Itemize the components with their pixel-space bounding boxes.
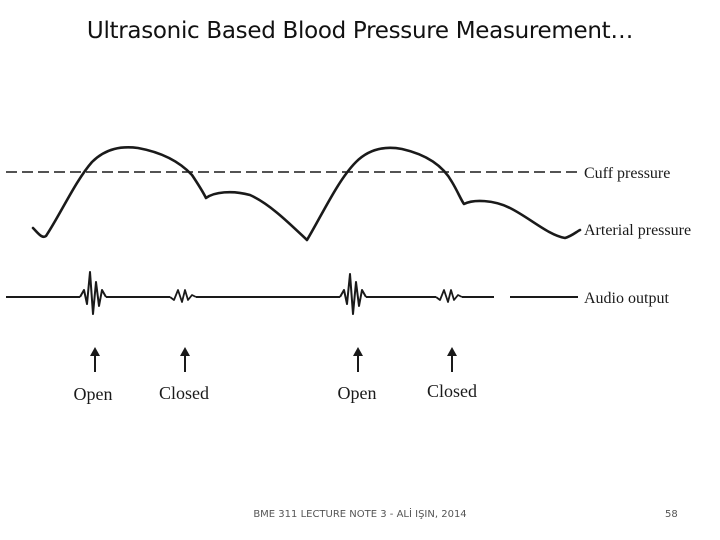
arrow-closed-2 xyxy=(447,347,457,372)
marker-label-closed-1: Closed xyxy=(158,383,210,403)
marker-label-closed-2: Closed xyxy=(426,381,478,401)
audio-burst-open-1 xyxy=(80,272,106,314)
cuff-pressure-label: Cuff pressure xyxy=(584,165,671,182)
blood-pressure-diagram xyxy=(0,100,720,440)
audio-output-label: Audio output xyxy=(584,290,669,307)
marker-label-open-1: Open xyxy=(73,384,113,404)
marker-label-open-2: Open xyxy=(337,383,377,403)
arrow-open-2 xyxy=(353,347,363,372)
arrow-open-1 xyxy=(90,347,100,372)
page-number: 58 xyxy=(665,509,678,520)
audio-burst-closed-2 xyxy=(436,290,462,302)
arrow-closed-1 xyxy=(180,347,190,372)
arterial-pressure-waveform xyxy=(33,147,580,240)
footer-text: BME 311 LECTURE NOTE 3 - ALİ IŞIN, 2014 xyxy=(253,509,467,520)
audio-burst-open-2 xyxy=(340,274,366,314)
slide-title: Ultrasonic Based Blood Pressure Measurement… xyxy=(86,18,634,44)
arterial-pressure-label: Arterial pressure xyxy=(584,222,692,239)
audio-burst-closed-1 xyxy=(170,290,196,302)
